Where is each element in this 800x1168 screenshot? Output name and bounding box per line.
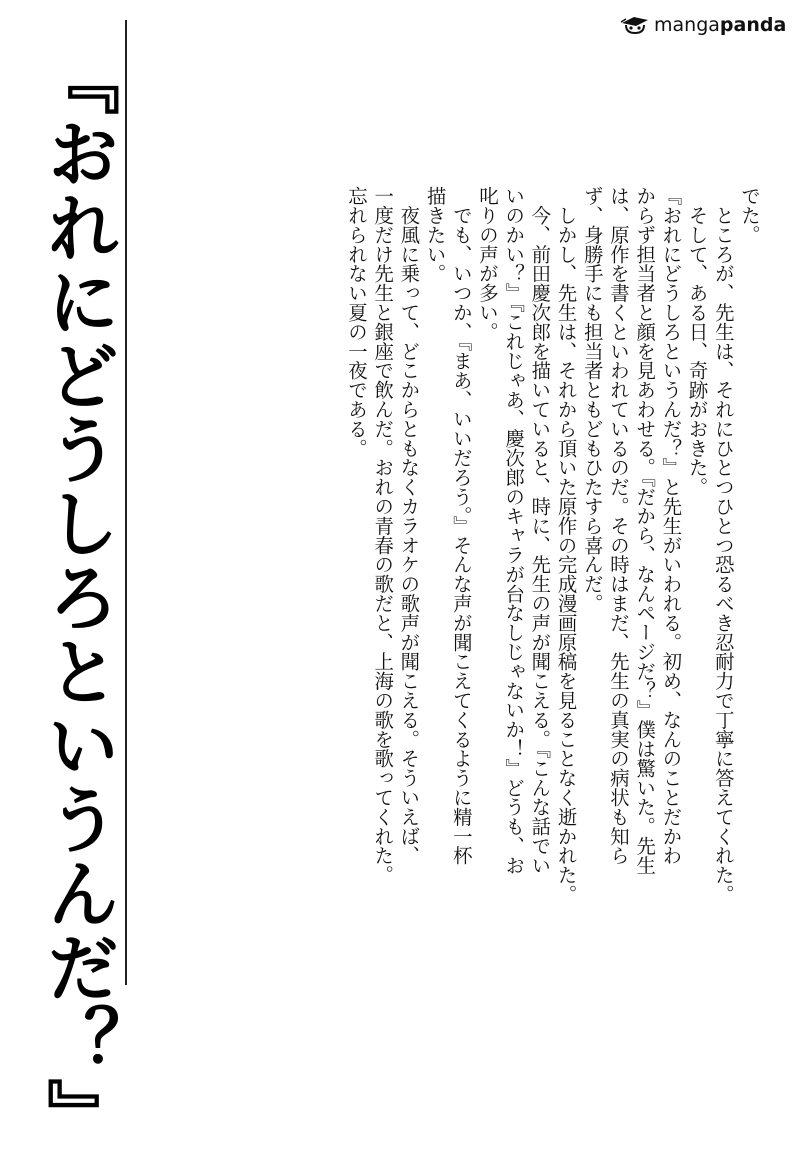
text-line: 夜風に乗って、どこからともなくカラオケの歌声が聞こえる。そういえば、: [397, 186, 421, 865]
text-line: ず、身勝手にも担当者ともどもひたすら喜んだ。: [580, 186, 604, 613]
site-name-part1: manga: [654, 14, 720, 36]
text-line: ところが、先生は、それにひとつひとつ恐るべき忍耐力で丁寧に答えてくれた。: [711, 186, 735, 904]
vertical-divider: [125, 20, 127, 985]
text-line: 叱りの声が多い。: [475, 186, 499, 342]
text-line: 今、前田慶次郎を描いていると、時に、先生の声が聞こえる。『こんな話でい: [528, 186, 552, 875]
body-text: [196, 186, 762, 966]
text-line: 『おれにどうしろというんだ？』と先生がいわれる。初め、なんのことだかわ: [659, 186, 683, 865]
text-line: 忘れられない夏の一夜である。: [344, 186, 368, 458]
page-title: 『おれにどうしろというんだ？』: [34, 42, 119, 1152]
text-line: しかし、先生は、それから頂いた原作の完成漫画原稿を見ることなく逝かれた。: [554, 186, 578, 904]
text-line: でた。: [738, 186, 761, 245]
text-line: からず担当者と顔を見あわせる。『だから、なんページだ？』僕は驚いた。先生: [633, 186, 657, 875]
text-line: でも、いつか、『まあ、いいだろう。』そんな声が聞こえてくるように精一杯: [449, 186, 473, 865]
text-line: いのかい？』『これじゃあ、慶次郎のキャラが台なしじゃないか！』どうも、お: [502, 186, 526, 875]
site-logo[interactable]: [620, 8, 792, 42]
text-line: 描きたい。: [423, 186, 447, 283]
site-name: [654, 14, 786, 36]
text-line: は、原作を書くといわれているのだ。その時はまだ、先生の真実の病状も知ら: [606, 186, 630, 865]
site-name-part2: panda: [719, 14, 787, 36]
text-line: そして、ある日、奇跡がおきた。: [685, 186, 709, 497]
text-line: 一度だけ先生と銀座で飲んだ。おれの青春の歌だと、上海の歌を歌ってくれた。: [371, 186, 395, 885]
panda-logo-icon: [620, 14, 650, 36]
